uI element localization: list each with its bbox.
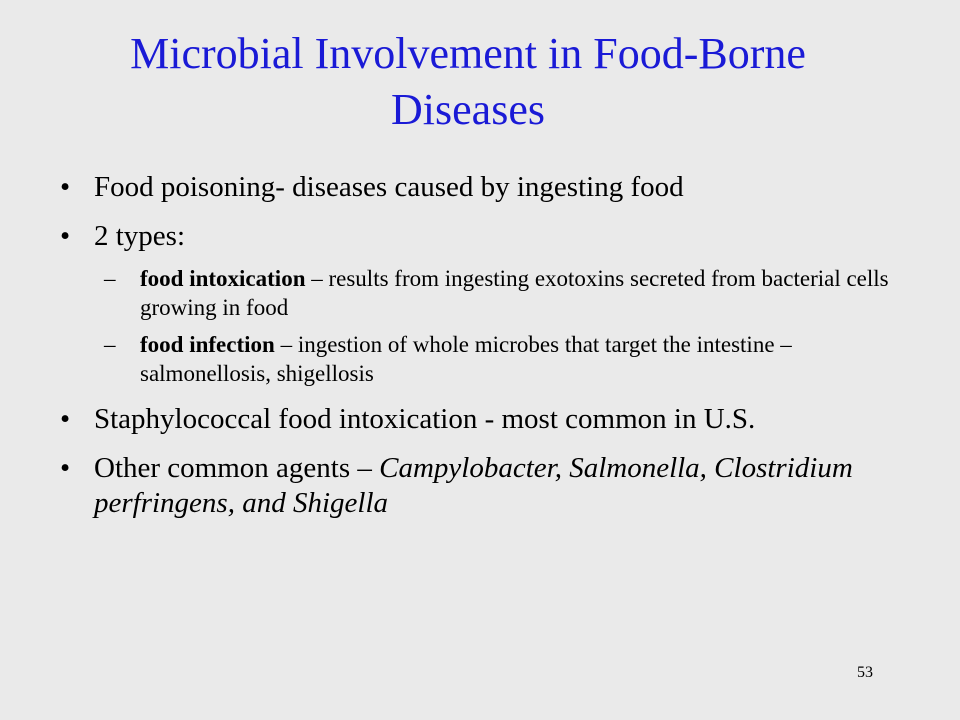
slide-title xyxy=(0,26,936,138)
bullet-staphylococcal xyxy=(60,402,920,437)
bullet-text: Food poisoning- diseases caused by ingesting food xyxy=(94,171,684,203)
bullet-other-agents xyxy=(60,451,920,521)
page-number: 53 xyxy=(857,664,873,681)
bullet-text: 2 types: xyxy=(94,220,186,252)
sub-bullet-term: food intoxication xyxy=(140,266,306,291)
sub-bullet-marker: – xyxy=(104,332,116,357)
sub-bullet-term: food infection xyxy=(140,332,275,357)
bullet-agents-list: Campylobacter, Salmonella, Clostridium perfringens, and Shigella xyxy=(94,452,853,519)
slide-title-line-1: Microbial Involvement in Food-Borne xyxy=(130,29,806,78)
bullet-food-poisoning xyxy=(60,170,920,205)
sub-bullet-group xyxy=(60,264,920,388)
sub-bullet-text: – results from ingesting exotoxins secreted from bacterial cells growing in food xyxy=(140,266,889,320)
bullet-marker: • xyxy=(60,403,71,435)
sub-bullet-text: – ingestion of whole microbes that target the intestine – salmonellosis, shigellosis xyxy=(140,332,792,386)
bullet-marker: • xyxy=(60,452,71,484)
slide-title-line-2: Diseases xyxy=(391,85,545,134)
bullet-marker: • xyxy=(60,171,71,203)
bullet-marker: • xyxy=(60,220,71,252)
sub-bullet-food-infection xyxy=(60,330,920,388)
bullet-two-types xyxy=(60,219,920,254)
sub-bullet-food-intoxication xyxy=(60,264,920,322)
bullet-text: Staphylococcal food intoxication - most common in U.S. xyxy=(94,403,756,435)
slide-content xyxy=(60,170,920,535)
bullet-text-prefix: Other common agents – xyxy=(94,452,380,484)
sub-bullet-marker: – xyxy=(104,266,116,291)
